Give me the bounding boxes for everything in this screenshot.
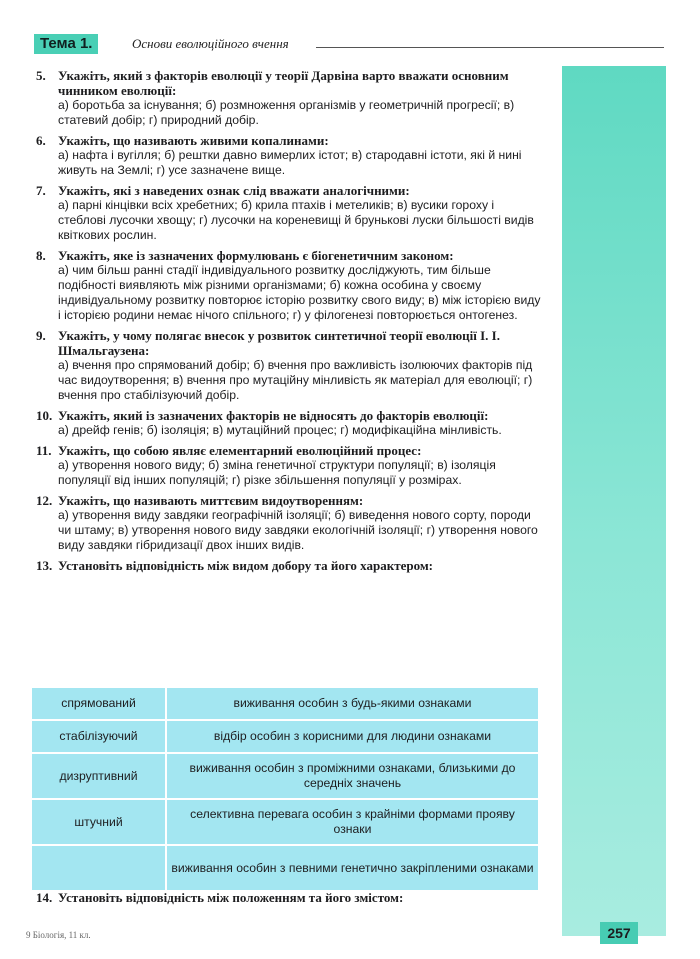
page-number: 257 (600, 922, 638, 944)
question-text: Установіть відповідність між видом добору та його характером: (58, 558, 434, 573)
question-number: 10. (36, 408, 53, 423)
question-number: 5. (36, 68, 46, 83)
question-options: а) боротьба за існування; б) розмноження організмів у геометричній прогресії; в) статевий добір; г) природний добір. (58, 98, 515, 127)
question-10 (36, 408, 542, 438)
question-11 (36, 443, 542, 488)
question-text: Укажіть, який із зазначених факторів не відносять до факторів еволюції: (58, 408, 489, 423)
question-options: а) чим більш ранні стадії індивідуального розвитку досліджують, тим більше подібності виявляють між різними організмами; б) кожна особина у своєму індивідуальному розвитку повторює історію розвитку свого виду; в) між історією виду і історією родини немає нічого спільного; г) у філогенезі повторюється онтогенез. (58, 263, 541, 322)
question-12 (36, 493, 542, 553)
topic-badge: Тема 1. (34, 34, 98, 54)
selection-type-cell: спрямований (31, 687, 166, 720)
selection-description-cell: селективна перевага особин з крайніми формами прояву ознаки (166, 799, 539, 845)
selection-description-cell: виживання особин з будь-якими ознаками (166, 687, 539, 720)
question-text: Укажіть, який з факторів еволюції у теорії Дарвіна варто вважати основним чинником еволюції: (58, 68, 509, 98)
selection-type-cell: дизруптивний (31, 753, 166, 799)
question-8 (36, 248, 542, 323)
footer-signature: 9 Біологія, 11 кл. (26, 930, 91, 940)
table-row (31, 687, 539, 720)
question-text: Установіть відповідність між положенням та його змістом: (58, 890, 404, 905)
question-text: Укажіть, у чому полягає внесок у розвиток синтетичної теорії еволюції І. І. Шмальгаузена: (58, 328, 500, 358)
selection-description-cell: виживання особин з проміжними ознаками, близькими до середніх значень (166, 753, 539, 799)
question-9 (36, 328, 542, 403)
table-row (31, 845, 539, 891)
question-number: 14. (36, 890, 53, 905)
question-6 (36, 133, 542, 178)
question-options: а) нафта і вугілля; б) рештки давно вимерлих істот; в) стародавні істоти, які й нині живуть на Землі; г) усе зазначене вище. (58, 148, 522, 177)
question-text: Укажіть, що називають миттєвим видоутворенням: (58, 493, 364, 508)
question-5 (36, 68, 542, 128)
question-14 (36, 890, 542, 905)
page-header (34, 34, 664, 56)
question-text: Укажіть, що називають живими копалинами: (58, 133, 329, 148)
topic-title: Основи еволюційного вчення (132, 36, 289, 51)
table-row (31, 799, 539, 845)
question-options: а) дрейф генів; б) ізоляція; в) мутаційний процес; г) модифікаційна мінливість. (58, 423, 502, 437)
question-number: 6. (36, 133, 46, 148)
question-options: а) утворення нового виду; б) зміна генетичної структури популяції; в) ізоляція популяції від інших популяцій; г) різке збільшення популяції у розмірах. (58, 458, 496, 487)
selection-description-cell: відбір особин з корисними для людини ознаками (166, 720, 539, 753)
question-options: а) вчення про спрямований добір; б) вчення про важливість ізолюючих факторів під час видоутворення; в) вчення про мутаційну мінливість як матеріал для еволюції; г) вчення про стабілізуючий добір. (58, 358, 533, 402)
question-number: 11. (36, 443, 52, 458)
matching-table (30, 686, 540, 892)
question-options: а) утворення виду завдяки географічній ізоляції; б) виведення нового сорту, породи чи штаму; в) утворення нового виду завдяки екологічній ізоляції; г) утворення нового виду завдяки гібридизації двох інших видів. (58, 508, 538, 552)
question-options: а) парні кінцівки всіх хребетних; б) крила птахів і метеликів; в) вусики гороху і стеблові лусочки хвощу; г) лусочки на кореневищі й брунькові луски більшості видів квіткових рослин. (58, 198, 534, 242)
question-7 (36, 183, 542, 243)
table-row (31, 753, 539, 799)
selection-type-cell: стабілізуючий (31, 720, 166, 753)
questions-list (36, 68, 542, 578)
selection-type-cell: штучний (31, 799, 166, 845)
question-number: 7. (36, 183, 46, 198)
selection-description-cell: виживання особин з певними генетично закріпленими ознаками (166, 845, 539, 891)
question-number: 9. (36, 328, 46, 343)
selection-type-cell (31, 845, 166, 891)
teal-decorative-band (562, 66, 666, 936)
question-text: Укажіть, які з наведених ознак слід вважати аналогічними: (58, 183, 410, 198)
question-text: Укажіть, що собою являє елементарний еволюційний процес: (58, 443, 422, 458)
question-number: 8. (36, 248, 46, 263)
question-number: 12. (36, 493, 53, 508)
header-rule (316, 47, 664, 48)
table-row (31, 720, 539, 753)
question-text: Укажіть, яке із зазначених формулювань є біогенетичним законом: (58, 248, 454, 263)
question-number: 13. (36, 558, 53, 573)
question-13 (36, 558, 542, 573)
